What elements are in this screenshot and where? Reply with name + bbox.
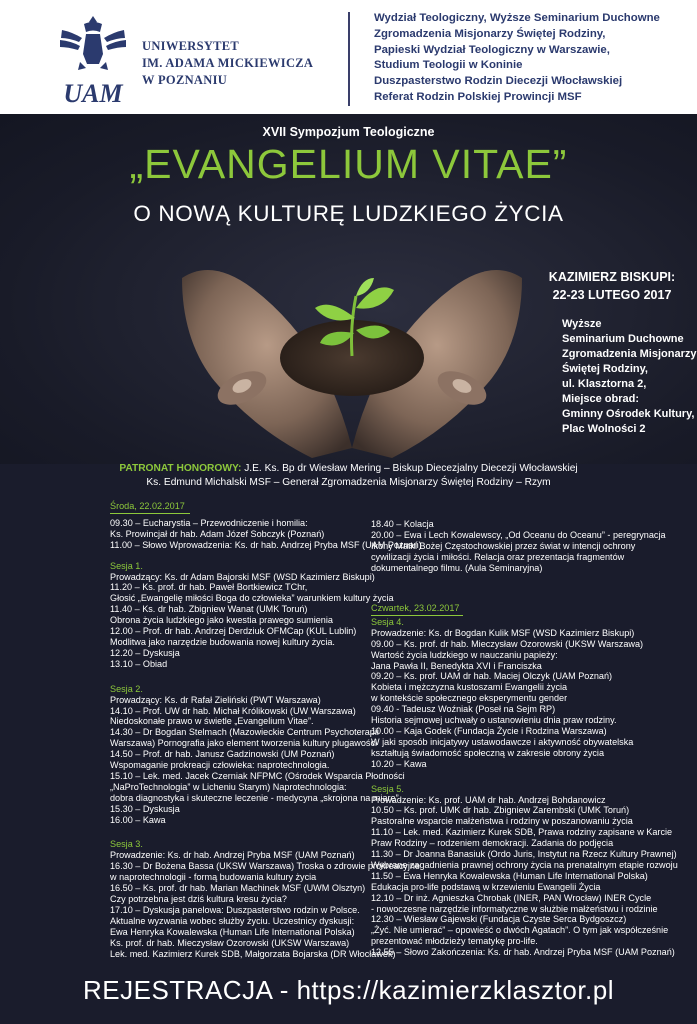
session-heading: Sesja 4. <box>371 616 404 627</box>
university-line: IM. ADAMA MICKIEWICZA <box>142 56 314 70</box>
program-line: 10.20 – Kawa <box>371 758 427 769</box>
venue-line: Gminny Ośrodek Kultury, <box>562 408 695 420</box>
program-line: Niedoskonałe prawo w świetle „Evangelium Vitae”. <box>110 716 314 727</box>
venue-line: Plac Wolności 2 <box>562 423 646 435</box>
program-line: prezentować młodzieży tematykę pro-life. <box>371 936 538 947</box>
session-heading: Sesja 5. <box>371 783 404 794</box>
program-line: Głosić „Ewangelię miłości Boga do człowieka” warunkiem kultury życia <box>110 593 394 604</box>
program-line: Aktualne wyzwania wobec służby życiu. Uczestnicy dyskusji: <box>110 915 355 926</box>
program-line: 16.00 – Kawa <box>110 814 166 825</box>
program-line: Ks. Prowincjał dr hab. Adam Józef Sobczyk (Poznań) <box>110 528 325 539</box>
program-line: Ikony Matki Bożej Częstochowskiej przez świat w intencji ochrony <box>371 540 636 551</box>
program-line: Prowadzenie: Ks. dr Bogdan Kulik MSF (WSD Kazimierz Biskupi) <box>371 627 635 638</box>
program-evening <box>371 519 666 574</box>
patronage-line-2: Ks. Edmund Michalski MSF – Generał Zgromadzenia Misjonarzy Świętej Rodziny – Rzym <box>146 477 551 488</box>
program-line: Ewa Henryka Kowalewska (Human Life International Polska) <box>110 926 355 937</box>
program-day-2 <box>371 603 678 958</box>
university-line: W POZNANIU <box>142 73 228 87</box>
program-line: Historia sejmowej uchwały o ustanowieniu dnia praw rodziny. <box>371 715 617 726</box>
organizer-line: Referat Rodzin Polskiej Prowincji MSF <box>374 90 582 103</box>
venue-line: Świętej Rodziny, <box>562 363 648 375</box>
venue-line: Miejsce obrad: <box>562 393 640 405</box>
session-heading: Sesja 1. <box>110 560 143 571</box>
day-heading: Środa, 22.02.2017 <box>110 501 185 511</box>
program-line: Praw Rodziny – rodzeniem demokracji. Zadania do podjęcia <box>371 838 614 849</box>
program-line: 11.10 – Lek. med. Kazimierz Kurek SDB, Prawa rodziny zapisane w Karcie <box>371 827 673 838</box>
program-line: 11.30 – Dr Joanna Banasiuk (Ordo Juris, Instytut na Rzecz Kultury Prawnej) <box>371 849 677 860</box>
program-line: Pastoralne wsparcie małżeństwa i rodziny w poszanowaniu życia <box>371 816 633 827</box>
patronage-label: PATRONAT HONOROWY: <box>119 463 242 474</box>
program-line: Czy potrzebna jest dziś kultura kresu życia? <box>110 894 287 904</box>
place-date <box>532 268 692 304</box>
program-line: w kontekście społecznego eksperymentu gender <box>371 693 568 704</box>
program-line: Obrona życia ludzkiego jako kwestia prawego sumienia <box>110 615 333 626</box>
organizer-line: Papieski Wydział Teologiczny w Warszawie, <box>374 43 610 56</box>
program-line: Ks. prof. dr hab. Mieczysław Ozorowski (UKSW Warszawa) <box>110 937 350 948</box>
venue-line: Seminarium Duchowne <box>562 333 684 345</box>
program-line: 12.10 – Dr inż. Agnieszka Chrobak (INER, PAN Wrocław) INER Cycle <box>371 892 652 903</box>
program-line: - nowoczesne narzędzie informatyczne w służbie małżeństwu i rodzinie <box>371 903 658 914</box>
registration-link[interactable]: REJESTRACJA - https://kazimierzklasztor.pl <box>82 975 615 1005</box>
program-line: 11.20 – Ks. prof. dr hab. Paweł Bortkiewicz TChr, <box>110 582 308 593</box>
program-line: 16.30 – Dr Bożena Bassa (UKSW Warszawa) Troska o zdrowie prokreacyjne <box>110 861 420 872</box>
program-line: 09.20 – Ks. prof. UAM dr hab. Maciej Olczyk (UAM Poznań) <box>371 671 613 682</box>
university-line: UNIWERSYTET <box>142 39 240 53</box>
session-heading: Sesja 3. <box>110 839 143 850</box>
venue-line: Zgromadzenia Misjonarzy <box>562 348 697 360</box>
program-line: 16.50 – Ks. prof. dr hab. Marian Machinek MSF (UWM Olsztyn) <box>110 883 366 894</box>
venue-line: Wyższe <box>562 318 602 330</box>
header-divider <box>348 12 350 106</box>
organizer-line: Duszpasterstwo Rodzin Diecezji Włocławskiej <box>374 75 623 88</box>
program-line: Wartość życia ludzkiego w nauczaniu papieży: <box>371 649 558 660</box>
organizer-line: Studium Teologii w Koninie <box>374 59 523 72</box>
program-line: Jana Pawła II, Benedykta XVI i Franciszka <box>371 660 542 671</box>
uam-eagle-logo <box>54 12 132 108</box>
program-line: 12.55 – Słowo Zakończenia: Ks. dr hab. Andrzej Pryba MSF (UAM Poznań) <box>371 947 675 958</box>
program-line: „NaProTechnologia” w Licheniu Starym) Naprotechnologia: <box>110 781 347 792</box>
program-line: 13.10 – Obiad <box>110 658 168 669</box>
program-line: 09.30 – Eucharystia – Przewodniczenie i homilia: <box>110 517 308 528</box>
symposium-label: XVII Sympozjum Teologiczne <box>262 125 435 139</box>
program-line: 11.50 – Ewa Henryka Kowalewska (Human Life International Polska) <box>371 870 648 881</box>
program-line: cywilizacji życia i miłości. Relacja oraz prezentacja fragmentów <box>371 551 625 562</box>
program-line: kształtują świadomość społeczną w zakresie obrony życia <box>371 747 605 758</box>
program-line: 14.10 – Prof. UW dr hab. Michał Królikowski (UW Warszawa) <box>110 705 356 716</box>
program-line: Prowadzenie: Ks. dr hab. Andrzej Pryba MSF (UAM Poznań) <box>110 850 355 861</box>
event-title: „EVANGELIUM VITAE” <box>129 141 568 187</box>
program-line: w naprotechnologii - formą budowania kultury życia <box>110 872 317 883</box>
program-line: 18.40 – Kolacja <box>371 519 434 529</box>
program-line: 12.00 – Prof. dr hab. Andrzej Derdziuk OFMCap (KUL Lublin) <box>110 626 357 637</box>
logo-text: UAM <box>63 79 123 108</box>
venue-info <box>562 317 696 437</box>
program-line: 10.00 – Kaja Godek (Fundacja Życie i Rodzina Warszawa) <box>371 725 607 736</box>
program-line: Edukacja pro-life podstawą w krzewieniu Ewangelii Życia <box>371 881 601 892</box>
place-line: KAZIMIERZ BISKUPI: <box>548 270 676 284</box>
header <box>0 0 697 114</box>
program-line: 11.00 – Słowo Wprowadzenia: Ks. dr hab. Andrzej Pryba MSF (UAM Poznań) <box>110 539 422 550</box>
organizer-line: Wydział Teologiczny, Wyższe Seminarium Duchowne <box>374 12 660 24</box>
program-line: 15.10 – Lek. med. Jacek Czerniak NFPMC (Ośrodek Wsparcia Płodności <box>110 770 405 781</box>
day-heading: Czwartek, 23.02.2017 <box>371 603 460 613</box>
honorary-patronage <box>0 462 697 490</box>
hands-with-seedling-image <box>172 238 532 460</box>
program-line: dokumentalnego filmu. (Aula Seminaryjna) <box>371 562 543 573</box>
date-line: 22-23 LUTEGO 2017 <box>552 288 672 302</box>
program-line: 09.40 - Tadeusz Woźniak (Poseł na Sejm RP) <box>371 704 556 715</box>
program-line: Prowadzący: Ks. dr Rafał Zieliński (PWT Warszawa) <box>110 694 321 705</box>
program-line: 10.50 – Ks. prof. UMK dr hab. Zbigniew Zarembski (UMK Toruń) <box>371 805 630 816</box>
program-line: Prowadzenie: Ks. prof. UAM dr hab. Andrzej Bohdanowicz <box>371 794 606 805</box>
session-heading: Sesja 2. <box>110 683 143 694</box>
program-line: Modlitwa jako narzędzie budowania nowej kultury życia. <box>110 636 335 647</box>
program-line: 12.20 – Dyskusja <box>110 647 180 658</box>
program-line: dobra diagnostyka i skuteczne leczenie - medycyna „skrojona na miarę”. <box>110 792 402 803</box>
program-line: Kobieta i mężczyzna kustoszami Ewangelii życia <box>371 682 568 693</box>
program-line: Prowadzący: Ks. dr Adam Bajorski MSF (WSD Kazimierz Biskupi) <box>110 571 375 582</box>
program-line: W jaki sposób inicjatywy ustawodawcze i aktywność obywatelska <box>371 736 634 747</box>
program-line: 20.00 – Ewa i Lech Kowalewscy, „Od Oceanu do Oceanu” - peregrynacja <box>371 529 666 540</box>
organizer-line: Zgromadzenia Misjonarzy Świętej Rodziny, <box>374 27 606 40</box>
program-line: Wybrane zagadnienia prawnej ochrony życia na prenatalnym etapie rozwoju <box>371 859 678 870</box>
program-line: Lek. med. Kazimierz Kurek SDB, Małgorzata Bojarska (DR Włocławek) <box>110 948 396 959</box>
program-line: 17.10 – Dyskusja panelowa: Duszpasterstwo rodzin w Polsce. <box>110 904 360 915</box>
program-line: 12.30 – Wiesław Gajewski (Fundacja Czyste Serca Bydgoszcz) <box>371 914 627 925</box>
program-line: „Żyć. Nie umierać” – opowieść o dwóch Agatach”. O tym jak współcześnie <box>371 925 669 936</box>
program-line: 11.40 – Ks. dr hab. Zbigniew Wanat (UMK Toruń) <box>110 604 308 615</box>
venue-line: ul. Klasztorna 2, <box>562 378 647 390</box>
program-line: 09.00 – Ks. prof. dr hab. Mieczysław Ozorowski (UKSW Warszawa) <box>371 638 644 649</box>
university-name <box>142 38 313 89</box>
event-subtitle: O NOWĄ KULTURĘ LUDZKIEGO ŻYCIA <box>133 201 564 226</box>
patronage-line-1: J.E. Ks. Bp dr Wiesław Mering – Biskup Diecezjalny Diecezji Włocławskiej <box>241 463 578 474</box>
program-line: 14.50 – Prof. dr hab. Janusz Gadzinowski (UM Poznań) <box>110 749 335 760</box>
organizers-list <box>374 11 660 106</box>
program-line: 15.30 – Dyskusja <box>110 803 180 814</box>
program-line: Wspomaganie prokreacji człowieka: naprotechnologia. <box>110 760 330 771</box>
program-line: Warszawa) Pornografia jako element tworzenia kultury plugawości <box>110 738 378 749</box>
program-line: 14.30 – Dr Bogdan Stelmach (Mazowieckie Centrum Psychoterapii <box>110 727 379 738</box>
